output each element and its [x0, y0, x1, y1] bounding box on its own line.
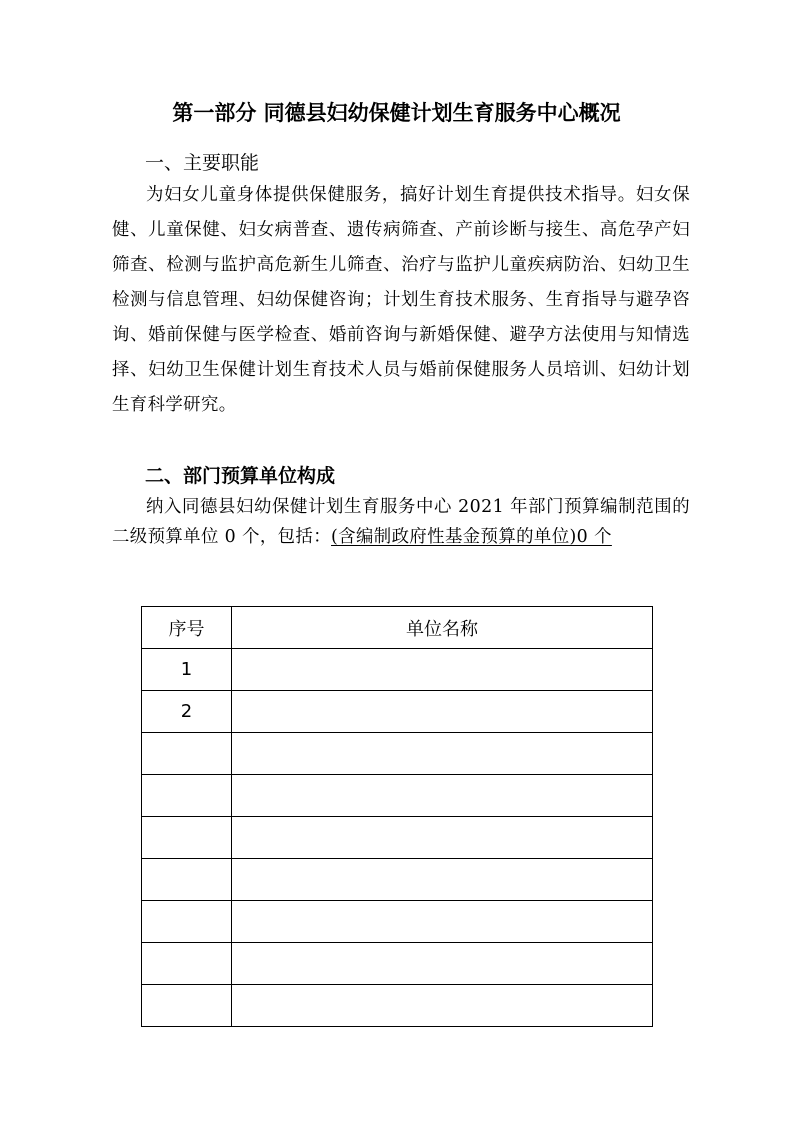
- table-cell-index: [142, 817, 232, 859]
- table-cell-unit-name: [232, 817, 653, 859]
- table-row: [142, 901, 653, 943]
- table-row: [142, 649, 653, 691]
- section-heading-main-functions: 一、主要职能: [145, 152, 260, 174]
- column-header-unit-name: 单位名称: [232, 607, 653, 649]
- table-row: [142, 775, 653, 817]
- table-cell-index: [142, 901, 232, 943]
- table-cell-index: [142, 985, 232, 1027]
- budget-units-table: [141, 606, 653, 1027]
- section-heading-budget-units: 二、部门预算单位构成: [145, 465, 336, 487]
- table-row: [142, 817, 653, 859]
- table-cell-unit-name: [232, 733, 653, 775]
- table-cell-unit-name: [232, 901, 653, 943]
- table-cell-index: [142, 775, 232, 817]
- table-row: [142, 985, 653, 1027]
- main-functions-paragraph: 为妇女儿童身体提供保健服务，搞好计划生育提供技术指导。妇女保健、儿童保健、妇女病普查、遗传病筛查、产前诊断与接生、高危孕产妇筛查、检测与监护高危新生儿筛查、治疗与监护儿童疾病防治、妇幼卫生检测与信息管理、妇幼保健咨询；计划生育技术服务、生育指导与避孕咨询、婚前保健与医学检查、婚前咨询与新婚保健、避孕方法使用与知情选择、妇幼卫生保健计划生育技术人员与婚前保健服务人员培训、妇幼计划生育科学研究。: [112, 185, 690, 415]
- budget-units-underlined-text: (含编制政府性基金预算的单位)0 个: [331, 527, 612, 547]
- table-cell-index: 2: [142, 691, 232, 733]
- table-cell-unit-name: [232, 775, 653, 817]
- table-cell-unit-name: [232, 943, 653, 985]
- table-cell-index: [142, 859, 232, 901]
- table-cell-unit-name: [232, 859, 653, 901]
- table-row: [142, 733, 653, 775]
- table-cell-index: 1: [142, 649, 232, 691]
- table-cell-unit-name: [232, 985, 653, 1027]
- column-header-index: 序号: [142, 607, 232, 649]
- table-cell-unit-name: [232, 649, 653, 691]
- table-row: [142, 691, 653, 733]
- table-row: [142, 943, 653, 985]
- budget-units-text: 纳入同德县妇幼保健计划生育服务中心 2021 年部门预算编制范围的二级预算单位 0 个，包括：: [112, 497, 690, 547]
- table-cell-index: [142, 943, 232, 985]
- document-title: 第一部分 同德县妇幼保健计划生育服务中心概况: [172, 101, 621, 125]
- table-cell-unit-name: [232, 691, 653, 733]
- budget-units-paragraph: [112, 492, 690, 552]
- table-row: [142, 859, 653, 901]
- table-cell-index: [142, 733, 232, 775]
- table-header-row: [142, 607, 653, 649]
